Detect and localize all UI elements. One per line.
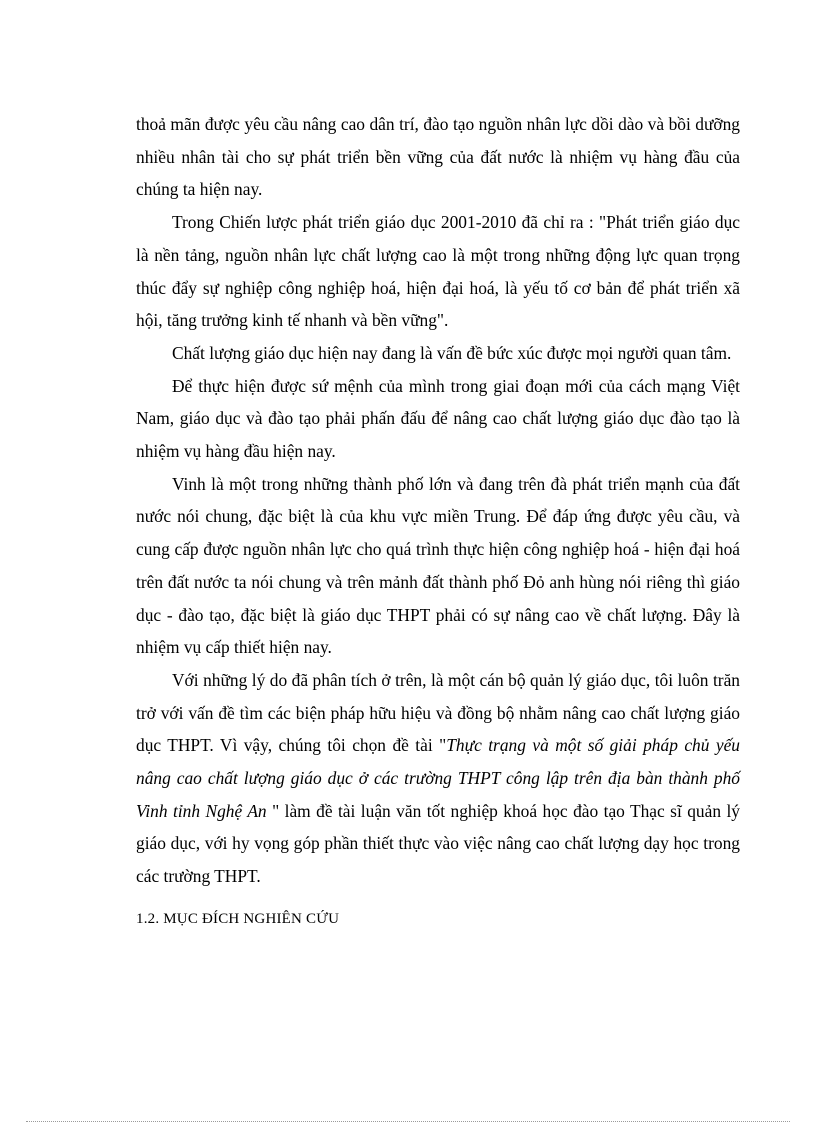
section-heading: 1.2. MỤC ĐÍCH NGHIÊN CỨU xyxy=(136,910,340,927)
thesis-text-before: Với những lý do đã phân tích ở trên, là một cán bộ quản lý giáo dục, tôi luôn trăn trở với vấn đề tìm các biện pháp hữu hiệu và đồng bộ nhằm nâng cao chất lượng giáo dục THPT. Vì vậy, chúng tôi chọn đề tài " xyxy=(136,669,740,756)
paragraph-quality-concern: Chất lượng giáo dục hiện nay đang là vấn đề bức xúc được mọi người quan tâm. xyxy=(172,342,732,363)
paragraph-mission: Để thực hiện được sứ mệnh của mình trong giai đoạn mới của cách mạng Việt Nam, giáo dục và đào tạo phải phấn đấu để nâng cao chất lượng giáo dục đào tạo là nhiệm vụ hàng đầu hiện nay. xyxy=(136,375,740,462)
paragraph-vinh-city: Vinh là một trong những thành phố lớn và đang trên đà phát triển mạnh của đất nước nói chung, đặc biệt là của khu vực miền Trung. Để đáp ứng được yêu cầu, và cung cấp được nguồn nhân lực cho quá trình thực hiện công nghiệp hoá - hiện đại hoá trên đất nước ta nói chung và trên mảnh đất thành phố Đỏ anh hùng nói riêng thì giáo dục - đào tạo, đặc biệt là giáo dục THPT phải có sự nâng cao về chất lượng. Đây là nhiệm vụ cấp thiết hiện nay. xyxy=(136,473,740,658)
page-bottom-divider xyxy=(26,1121,790,1122)
document-page xyxy=(136,108,740,933)
paragraph-continuation: thoả mãn được yêu cầu nâng cao dân trí, đào tạo nguồn nhân lực dồi dào và bồi dưỡng nhiều nhân tài cho sự phát triển bền vững của đất nước là nhiệm vụ hàng đầu của chúng ta hiện nay. xyxy=(136,114,740,200)
thesis-title: Thực trạng và một số giải pháp chủ yếu nâng cao chất lượng giáo dục ở các trường THPT công lập trên địa bàn thành phố Vinh tỉnh Nghệ An xyxy=(136,735,740,821)
paragraph-strategy-quote: Trong Chiến lược phát triển giáo dục 2001-2010 đã chỉ ra : "Phát triển giáo dục là nền tảng, nguồn nhân lực chất lượng cao là một trong những động lực quan trọng thúc đẩy sự nghiệp công nghiệp hoá, hiện đại hoá, là yếu tố cơ bản để phát triển xã hội, tăng trưởng kinh tế nhanh và bền vững". xyxy=(136,212,740,331)
paragraph-thesis-topic xyxy=(136,664,740,893)
thesis-text-after: " làm đề tài luận văn tốt nghiệp khoá học đào tạo Thạc sĩ quản lý giáo dục, với hy vọng góp phần thiết thực vào việc nâng cao chất lượng dạy học trong các trường THPT. xyxy=(136,800,740,887)
